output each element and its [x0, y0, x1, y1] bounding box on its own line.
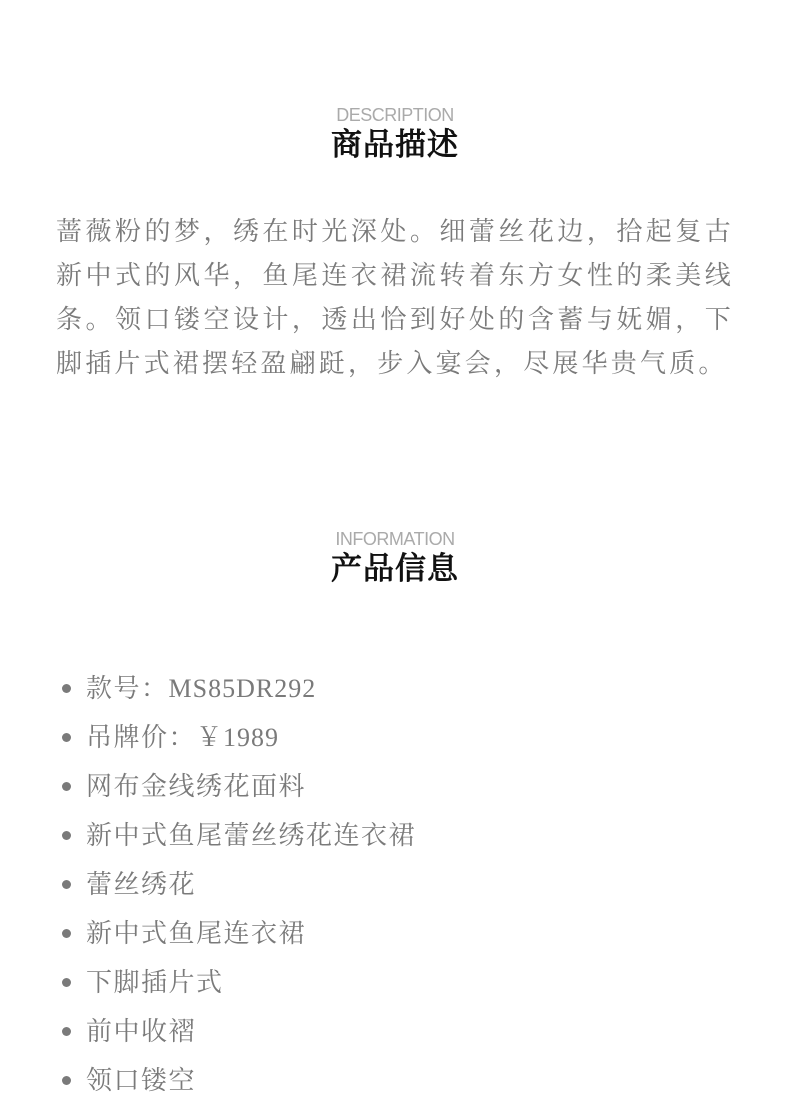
info-item-text	[86, 813, 416, 859]
info-item-text	[86, 715, 279, 761]
bullet-icon	[62, 880, 71, 889]
info-item-label: 新中式鱼尾连衣裙	[86, 919, 307, 949]
info-item-value: ￥1989	[196, 723, 280, 752]
bullet-icon	[62, 978, 71, 987]
bullet-icon	[62, 831, 71, 840]
description-header	[0, 104, 790, 164]
info-item-text	[86, 764, 306, 810]
bullet-icon	[62, 684, 71, 693]
info-item-label: 吊牌价：	[86, 723, 197, 753]
bullet-icon	[62, 782, 71, 791]
info-item-text	[86, 1058, 196, 1104]
bullet-icon	[62, 929, 71, 938]
info-item-text	[86, 911, 306, 957]
description-eyebrow: DESCRIPTION	[336, 105, 454, 125]
info-item-text	[86, 960, 224, 1006]
bullet-icon	[62, 1076, 71, 1085]
info-item-value: MS85DR292	[168, 674, 317, 703]
info-item-label: 新中式鱼尾蕾丝绣花连衣裙	[86, 821, 417, 851]
info-item-label: 领口镂空	[86, 1066, 197, 1096]
info-item-label: 网布金线绣花面料	[86, 772, 307, 802]
description-title: 商品描述	[331, 127, 459, 163]
bullet-icon	[62, 733, 71, 742]
information-eyebrow: INFORMATION	[335, 529, 455, 549]
description-body: 蔷薇粉的梦，绣在时光深处。细蕾丝花边，拾起复古新中式的风华，鱼尾连衣裙流转着东方女性的柔美线条。领口镂空设计，透出恰到好处的含蓄与妩媚，下脚插片式裙摆轻盈翩跹，步入宴会，尽展华贵气质。	[56, 217, 734, 379]
info-item-text	[86, 1009, 196, 1055]
info-item-label: 下脚插片式	[86, 968, 224, 998]
bullet-icon	[62, 1027, 71, 1036]
information-header	[0, 528, 790, 588]
info-item-label: 蕾丝绣花	[86, 870, 197, 900]
info-item-text	[86, 666, 316, 712]
info-item-label: 款号：	[86, 674, 169, 704]
information-title: 产品信息	[331, 551, 459, 587]
info-item-text	[86, 862, 196, 908]
info-item-label: 前中收褶	[86, 1017, 197, 1047]
